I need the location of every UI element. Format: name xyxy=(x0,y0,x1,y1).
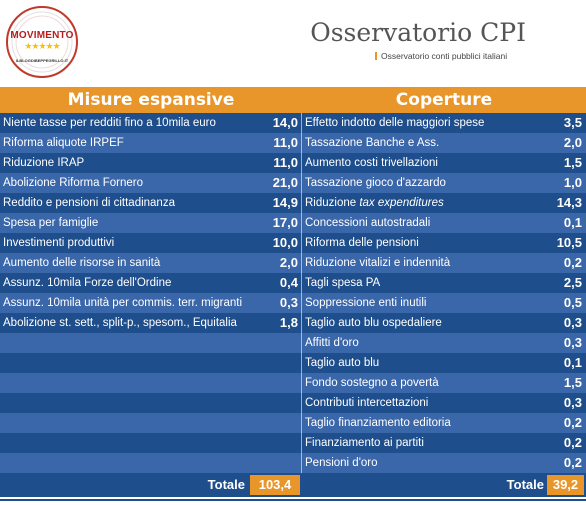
right-coverage-value: 0,2 xyxy=(563,415,582,430)
right-coverage-value: 2,0 xyxy=(563,135,582,150)
left-measure-value xyxy=(260,353,298,373)
left-measure-label: Assunz. 10mila Forze dell'Ordine xyxy=(3,277,172,289)
left-measure-label xyxy=(3,353,265,373)
right-coverage-label: Taglio auto blu xyxy=(305,357,380,369)
section-title-right: Coperture xyxy=(395,90,493,110)
left-measure-value xyxy=(260,433,298,453)
left-measure-label xyxy=(3,413,265,433)
right-coverage-label: Finanziamento ai partiti xyxy=(305,437,424,449)
right-coverage-label: Pensioni d'oro xyxy=(305,457,378,469)
left-measure-value: 0,4 xyxy=(279,275,298,290)
column-separator xyxy=(301,213,302,233)
table-row xyxy=(0,293,586,313)
table-row xyxy=(0,213,586,233)
left-measure-label: Assunz. 10mila unità per commis. terr. migranti xyxy=(3,297,243,309)
right-coverage-value: 14,3 xyxy=(556,195,582,210)
right-coverage-label: Tassazione gioco d'azzardo xyxy=(305,177,446,189)
subtitle-accent-bar xyxy=(375,52,377,60)
column-separator xyxy=(301,173,302,193)
left-measure-label: Investimenti produttivi xyxy=(3,237,115,249)
right-coverage-label: Aumento costi trivellazioni xyxy=(305,157,438,169)
left-measure-label xyxy=(3,453,265,473)
right-coverage-label: Riforma delle pensioni xyxy=(305,237,419,249)
table-row xyxy=(0,133,586,153)
right-coverage-label: Riduzione tax expenditures xyxy=(305,197,444,209)
right-coverage-label: Effetto indotto delle maggiori spese xyxy=(305,117,485,129)
right-coverage-value: 0,3 xyxy=(563,395,582,410)
left-measure-label: Riforma aliquote IRPEF xyxy=(3,137,124,149)
left-measure-label: Abolizione st. sett., split-p., spesom., Equitalia xyxy=(3,317,237,329)
right-coverage-label: Contributi intercettazioni xyxy=(305,397,429,409)
table-row xyxy=(0,453,586,473)
right-coverage-value: 0,3 xyxy=(563,315,582,330)
column-separator xyxy=(301,193,302,213)
column-separator xyxy=(301,353,302,373)
left-measure-label: Abolizione Riforma Fornero xyxy=(3,177,143,189)
right-coverage-label: Affitti d'oro xyxy=(305,337,359,349)
page-header xyxy=(0,0,586,82)
table-row xyxy=(0,313,586,333)
left-measure-label: Riduzione IRAP xyxy=(3,157,85,169)
column-separator xyxy=(301,413,302,433)
table-row xyxy=(0,393,586,413)
brand-title: Osservatorio CPI xyxy=(310,18,526,47)
left-measure-value: 10,0 xyxy=(272,235,298,250)
left-measure-value: 2,0 xyxy=(279,255,298,270)
left-measure-value: 1,8 xyxy=(279,315,298,330)
left-measure-value: 11,0 xyxy=(273,135,298,150)
right-coverage-value: 0,3 xyxy=(563,335,582,350)
table-row xyxy=(0,433,586,453)
left-measure-value: 14,9 xyxy=(272,195,298,210)
column-separator xyxy=(301,113,302,133)
left-measure-label: Niente tasse per redditi fino a 10mila euro xyxy=(3,117,216,129)
left-measure-label: Aumento delle risorse in sanità xyxy=(3,257,161,269)
right-coverage-label: Soppressione enti inutili xyxy=(305,297,427,309)
left-measure-value xyxy=(260,393,298,413)
total-row xyxy=(0,473,586,497)
right-coverage-value: 1,0 xyxy=(563,175,582,190)
right-coverage-value: 0,2 xyxy=(563,255,582,270)
right-coverage-value: 0,2 xyxy=(563,435,582,450)
column-separator xyxy=(301,373,302,393)
column-separator xyxy=(301,333,302,353)
left-measure-label xyxy=(3,393,265,413)
table-row xyxy=(0,253,586,273)
table-row xyxy=(0,113,586,133)
right-coverage-value: 10,5 xyxy=(556,235,582,250)
logo-stars: ★★★★★ xyxy=(24,42,60,52)
table-row xyxy=(0,333,586,353)
total-label-left: Totale xyxy=(207,477,245,492)
right-coverage-label: Fondo sostegno a povertà xyxy=(305,377,439,389)
column-separator xyxy=(301,433,302,453)
column-separator xyxy=(301,293,302,313)
right-coverage-label: Taglio auto blu ospedaliere xyxy=(305,317,442,329)
left-measure-label xyxy=(3,333,265,353)
brand-subtitle xyxy=(375,51,507,61)
right-coverage-label: Concessioni autostradali xyxy=(305,217,431,229)
right-coverage-value: 0,1 xyxy=(563,215,582,230)
table-row xyxy=(0,273,586,293)
left-measure-value: 17,0 xyxy=(272,215,298,230)
left-measure-label xyxy=(3,373,265,393)
left-measure-value xyxy=(260,333,298,353)
table-row xyxy=(0,373,586,393)
left-measure-value: 11,0 xyxy=(273,155,298,170)
right-coverage-value: 1,5 xyxy=(563,155,582,170)
column-separator xyxy=(301,273,302,293)
column-separator xyxy=(301,253,302,273)
left-measure-label xyxy=(3,433,265,453)
table-row xyxy=(0,193,586,213)
total-value-left: 103,4 xyxy=(250,475,300,495)
column-separator xyxy=(301,133,302,153)
right-coverage-value: 0,5 xyxy=(563,295,582,310)
table-row xyxy=(0,353,586,373)
section-title-left: Misure espansive xyxy=(67,90,235,110)
bottom-divider xyxy=(0,499,586,501)
table-row xyxy=(0,233,586,253)
right-coverage-label: Tagli spesa PA xyxy=(305,277,381,289)
table-row xyxy=(0,413,586,433)
left-measure-label: Spesa per famiglie xyxy=(3,217,99,229)
right-coverage-value: 0,2 xyxy=(563,455,582,470)
logo-top-text: MOVIMENTO xyxy=(10,30,74,41)
brand-subtitle-text: Osservatorio conti pubblici italiani xyxy=(381,51,508,61)
column-separator xyxy=(301,313,302,333)
column-separator xyxy=(301,393,302,413)
section-header-bar xyxy=(0,87,586,113)
right-coverage-value: 0,1 xyxy=(563,355,582,370)
right-coverage-label: Tassazione Banche e Ass. xyxy=(305,137,440,149)
left-measure-value xyxy=(260,453,298,473)
right-coverage-label: Riduzione vitalizi e indennità xyxy=(305,257,451,269)
measures-table xyxy=(0,113,586,473)
left-measure-value xyxy=(260,373,298,393)
table-row xyxy=(0,173,586,193)
column-separator xyxy=(301,153,302,173)
left-measure-value xyxy=(260,413,298,433)
left-measure-label: Reddito e pensioni di cittadinanza xyxy=(3,197,175,209)
left-measure-value: 14,0 xyxy=(272,115,298,130)
left-measure-value: 21,0 xyxy=(272,175,298,190)
total-label-right: Totale xyxy=(506,477,544,492)
total-value-right: 39,2 xyxy=(547,475,584,495)
right-coverage-label: Taglio finanziamento editoria xyxy=(305,417,451,429)
column-separator xyxy=(301,453,302,473)
logo-bottom-text: ILBLOGDIBEPPEGRILLO.IT xyxy=(15,58,69,63)
left-measure-value: 0,3 xyxy=(279,295,298,310)
table-row xyxy=(0,153,586,173)
column-separator xyxy=(301,233,302,253)
right-coverage-value: 2,5 xyxy=(563,275,582,290)
right-coverage-value: 3,5 xyxy=(563,115,582,130)
movimento-logo xyxy=(6,6,78,78)
right-coverage-value: 1,5 xyxy=(563,375,582,390)
